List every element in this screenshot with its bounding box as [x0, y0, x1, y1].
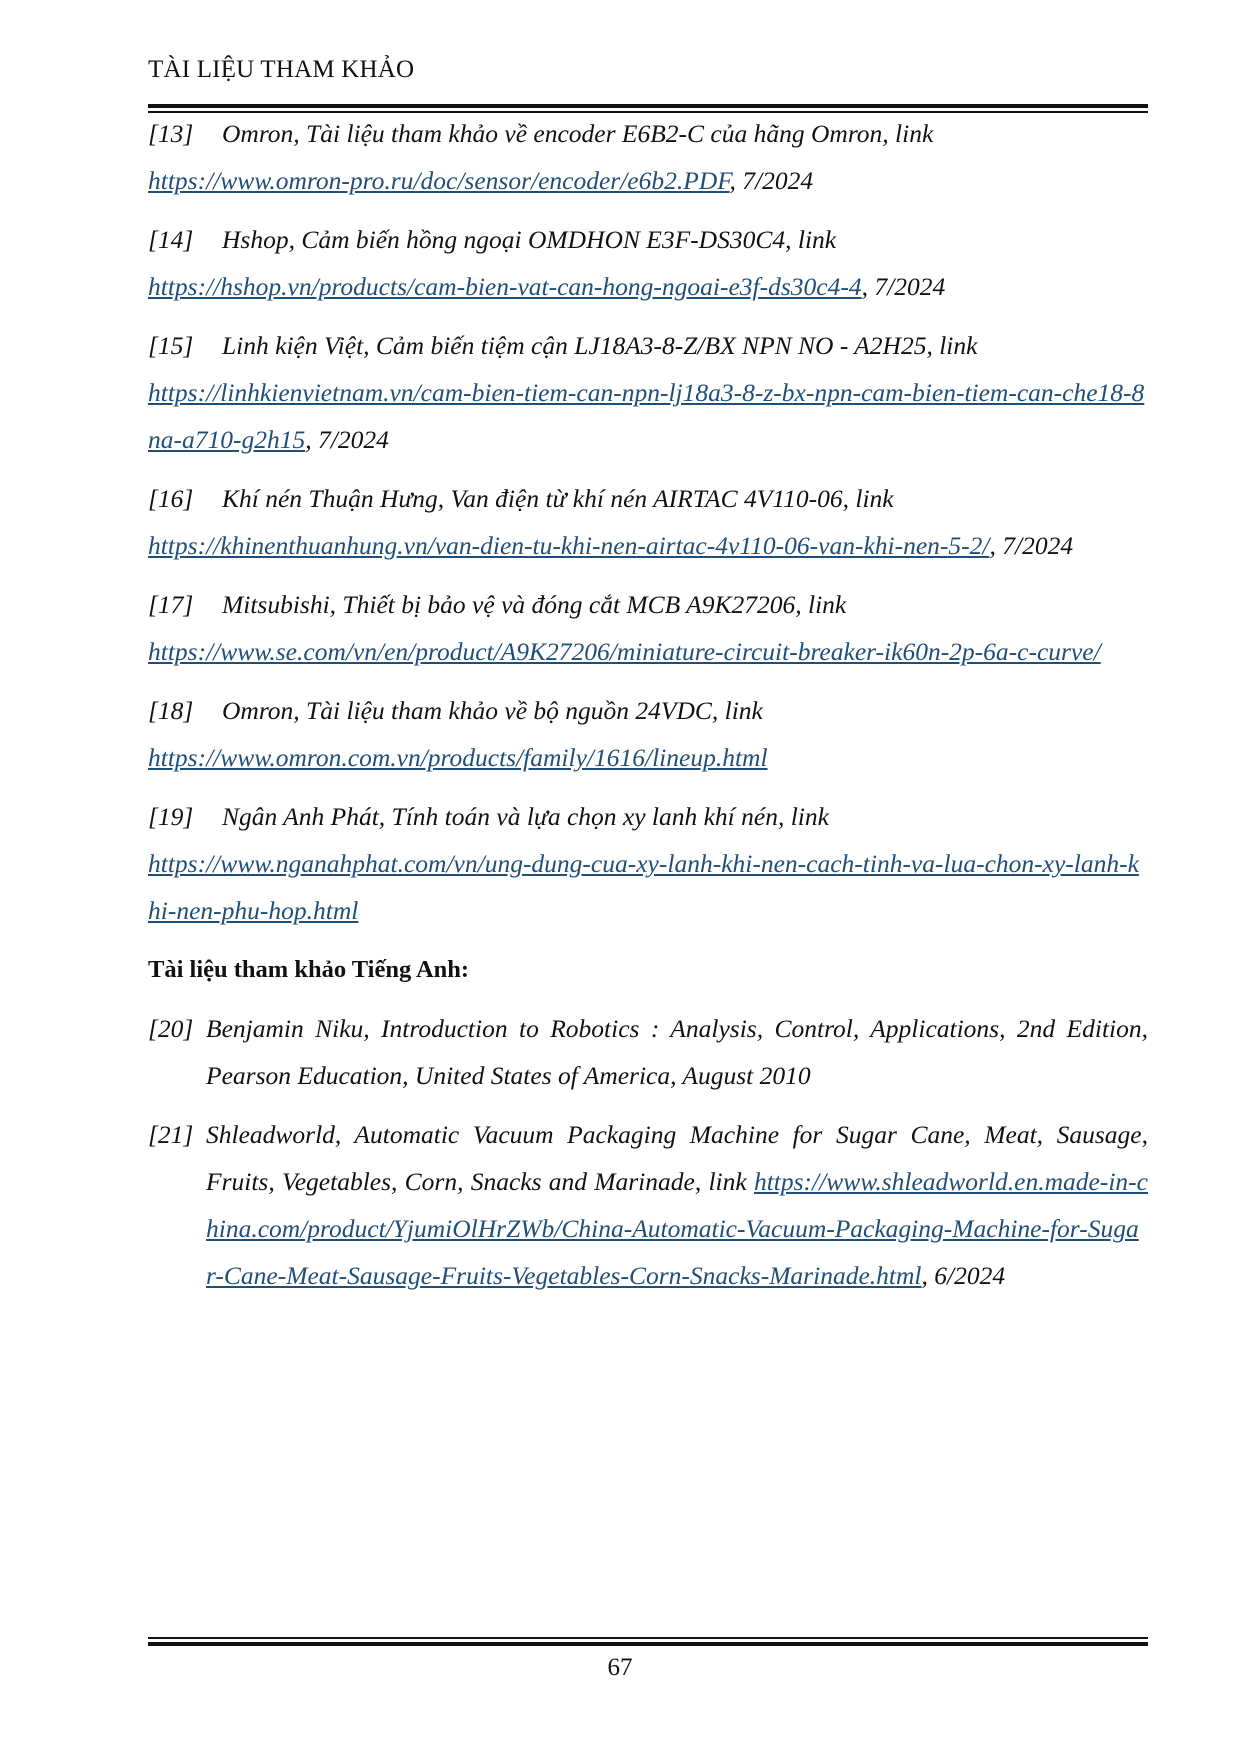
- reference-15: [148, 322, 1148, 463]
- reference-text: Ngân Anh Phát, Tính toán và lựa chọn xy lanh khí nén, link: [222, 802, 829, 831]
- reference-link[interactable]: https://linhkienvietnam.vn/cam-bien-tiem-can-npn-lj18a3-8-z-bx-npn-cam-bien-tiem-can-che18-8na-a710-g2h15: [148, 378, 1145, 454]
- reference-number: [20]: [148, 1014, 194, 1043]
- reference-number: [15]: [148, 331, 194, 360]
- section-heading-english-references: Tài liệu tham khảo Tiếng Anh:: [148, 956, 470, 983]
- reference-text: Hshop, Cảm biến hồng ngoại OMDHON E3F-DS30C4, link: [222, 225, 837, 254]
- reference-link[interactable]: https://www.shleadworld.en.made-in-china.com/product/YjumiOlHrZWb/China-Automatic-Vacuum-Packaging-Machine-for-Sugar-Cane-Meat-Sausage-Fruits-Vegetables-Corn-Snacks-Marinade.html: [206, 1167, 1148, 1290]
- footer-rule: [148, 1637, 1148, 1646]
- reference-link[interactable]: https://www.se.com/vn/en/product/A9K27206/miniature-circuit-breaker-ik60n-2p-6a-c-curve/: [148, 637, 1101, 666]
- reference-16: [148, 475, 1148, 569]
- reference-date: , 7/2024: [305, 425, 389, 454]
- references-list: [148, 110, 1148, 1311]
- reference-14: [148, 216, 1148, 310]
- reference-link[interactable]: https://www.nganahphat.com/vn/ung-dung-cua-xy-lanh-khi-nen-cach-tinh-va-lua-chon-xy-lanh-khi-nen-phu-hop.html: [148, 849, 1139, 925]
- reference-date: , 7/2024: [989, 531, 1074, 560]
- reference-date: , 7/2024: [729, 166, 814, 195]
- reference-number: [17]: [148, 590, 194, 619]
- reference-20: [148, 1005, 1148, 1099]
- reference-link[interactable]: https://www.omron-pro.ru/doc/sensor/encoder/e6b2.PDF: [148, 166, 730, 195]
- reference-number: [14]: [148, 225, 194, 254]
- reference-text: Linh kiện Việt, Cảm biến tiệm cận LJ18A3-8-Z/BX NPN NO - A2H25, link: [222, 331, 978, 360]
- reference-number: [21]: [148, 1120, 194, 1149]
- reference-number: [16]: [148, 484, 194, 513]
- reference-text: Mitsubishi, Thiết bị bảo vệ và đóng cắt MCB A9K27206, link: [222, 590, 847, 619]
- reference-19: [148, 793, 1148, 934]
- reference-link[interactable]: https://www.omron.com.vn/products/family/1616/lineup.html: [148, 743, 768, 772]
- reference-21: [148, 1111, 1148, 1299]
- reference-text: Benjamin Niku, Introduction to Robotics : Analysis, Control, Applications, 2nd Edition, Pearson Education, United States of America, August 2010: [206, 1014, 1148, 1090]
- reference-17: [148, 581, 1148, 675]
- page-number: 67: [607, 1654, 633, 1681]
- reference-number: [13]: [148, 119, 194, 148]
- reference-13: [148, 110, 1148, 204]
- reference-18: [148, 687, 1148, 781]
- reference-text: Khí nén Thuận Hưng, Van điện từ khí nén AIRTAC 4V110-06, link: [222, 484, 894, 513]
- reference-link[interactable]: https://khinenthuanhung.vn/van-dien-tu-khi-nen-airtac-4v110-06-van-khi-nen-5-2/: [148, 531, 990, 560]
- reference-date: , 7/2024: [861, 272, 946, 301]
- page-header-title: TÀI LIỆU THAM KHẢO: [148, 56, 415, 83]
- reference-number: [18]: [148, 696, 194, 725]
- reference-text: Omron, Tài liệu tham khảo về bộ nguồn 24VDC, link: [222, 696, 763, 725]
- reference-text: Shleadworld, Automatic Vacuum Packaging Machine for Sugar Cane, Meat, Sausage, Fruits, Vegetables, Corn, Snacks and Marinade, link: [206, 1120, 1148, 1196]
- reference-date: , 6/2024: [921, 1261, 1006, 1290]
- reference-text: Omron, Tài liệu tham khảo về encoder E6B2-C của hãng Omron, link: [222, 119, 934, 148]
- reference-number: [19]: [148, 802, 194, 831]
- reference-link[interactable]: https://hshop.vn/products/cam-bien-vat-can-hong-ngoai-e3f-ds30c4-4: [148, 272, 862, 301]
